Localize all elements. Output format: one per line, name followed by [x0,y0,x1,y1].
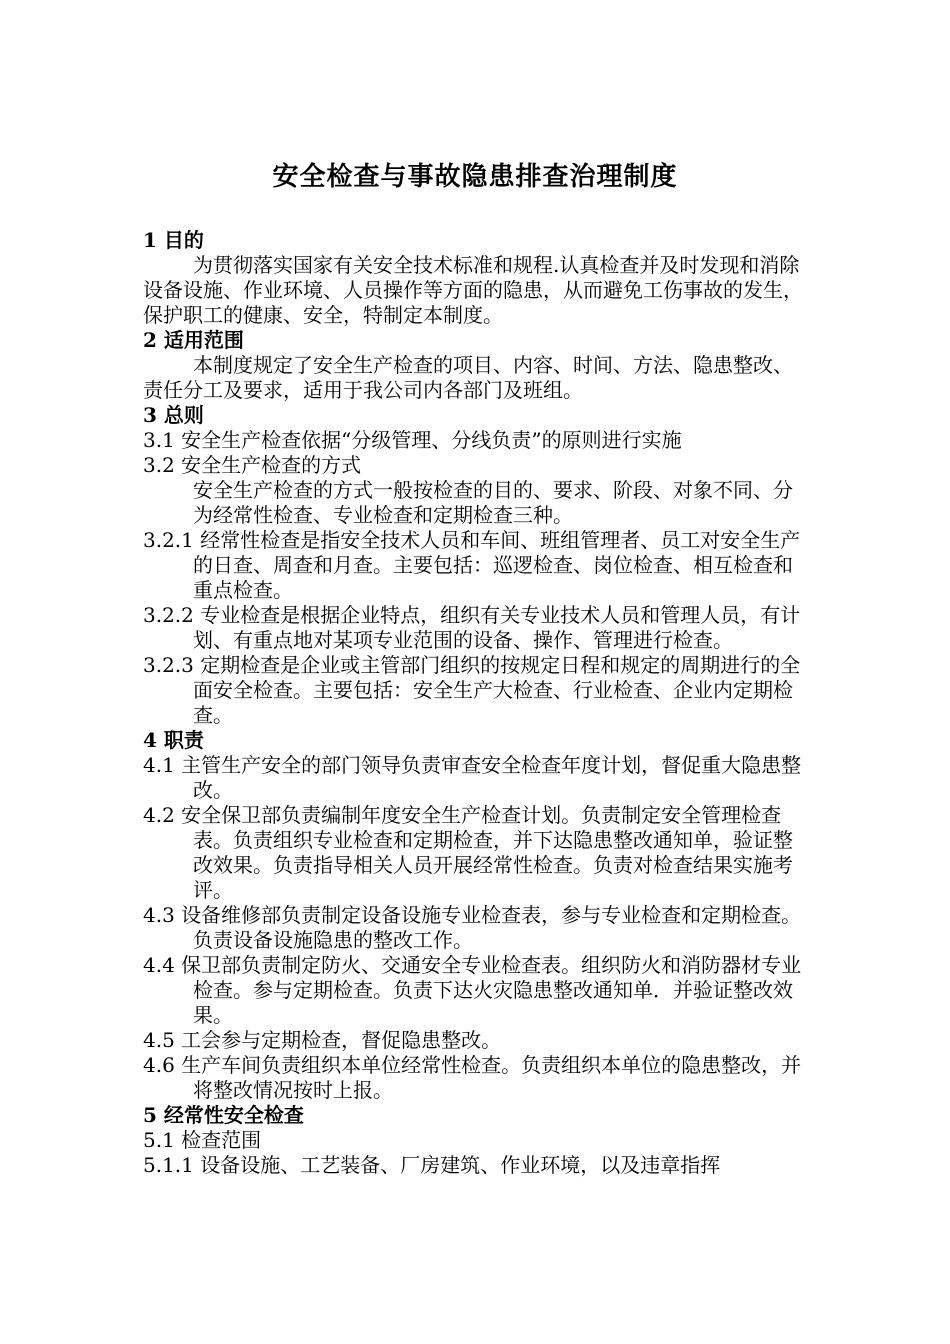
section-heading-5: 5 经常性安全检查 [143,1103,304,1127]
clause-3-2-3: 3.2.3 定期检查是企业或主管部门组织的按规定日程和规定的周期进行的全面安全检查。主要包括：安全生产大检查、行业检查、企业内定期检查。 [143,653,801,727]
clause-4-1: 4.1 主管生产安全的部门领导负责审查安全检查年度计划，督促重大隐患整改。 [143,753,802,802]
clause-4-4: 4.4 保卫部负责制定防火、交通安全专业检查表。组织防火和消防器材专业检查。参与定期检查。负责下达火灾隐患整改通知单．并验证整改效果。 [143,953,802,1027]
section-heading-4: 4 职责 [143,728,204,752]
clause-4-6: 4.6 生产车间负责组织本单位经常性检查。负责组织本单位的隐患整改，并将整改情况按时上报。 [143,1053,802,1102]
clause-3-2-2: 3.2.2 专业检查是根据企业特点，组织有关专业技术人员和管理人员，有计划、有重点地对某项专业范围的设备、操作、管理进行检查。 [143,603,801,652]
clause-3-2-1: 3.2.1 经常性检查是指安全技术人员和车间、班组管理者、员工对安全生产的日查、周查和月查。主要包括：巡逻检查、岗位检查、相互检查和重点检查。 [143,528,801,602]
section-heading-1: 1 目的 [143,228,204,252]
clause-3-1: 3.1 安全生产检查依据“分级管理、分线负责”的原则进行实施 [143,428,682,452]
clause-4-5: 4.5 工会参与定期检查，督促隐患整改。 [143,1028,502,1052]
clause-5-1: 5.1 检查范围 [143,1128,262,1152]
clause-4-2: 4.2 安全保卫部负责编制年度安全生产检查计划。负责制定安全管理检查表。负责组织专业检查和定期检查，并下达隐患整改通知单，验证整改效果。负责指导相关人员开展经常性检查。负责对检查结果实施考评。 [143,803,793,902]
clause-3-2-paragraph: 安全生产检查的方式一般按检查的目的、要求、阶段、对象不同、分为经常性检查、专业检查和定期检查三种。 [193,478,793,527]
document-title: 安全检查与事故隐患排查治理制度 [272,162,678,192]
section-heading-2: 2 适用范围 [143,328,244,352]
section-heading-3: 3 总则 [143,403,204,427]
clause-5-1-1: 5.1.1 设备设施、工艺装备、厂房建筑、作业环境，以及违章指挥 [143,1153,721,1177]
section-1-paragraph: 为贯彻落实国家有关安全技术标准和规程.认真检查并及时发现和消除设备设施、作业环境、人员操作等方面的隐患，从而避免工伤事故的发生，保护职工的健康、安全，特制定本制度。 [143,253,803,327]
clause-4-3: 4.3 设备维修部负责制定设备设施专业检查表，参与专业检查和定期检查。负责设备设施隐患的整改工作。 [143,903,802,952]
clause-3-2: 3.2 安全生产检查的方式 [143,453,362,477]
document-body [143,228,809,1178]
section-2-paragraph: 本制度规定了安全生产检查的项目、内容、时间、方法、隐患整改、责任分工及要求，适用于我公司内各部门及班组。 [143,353,793,402]
